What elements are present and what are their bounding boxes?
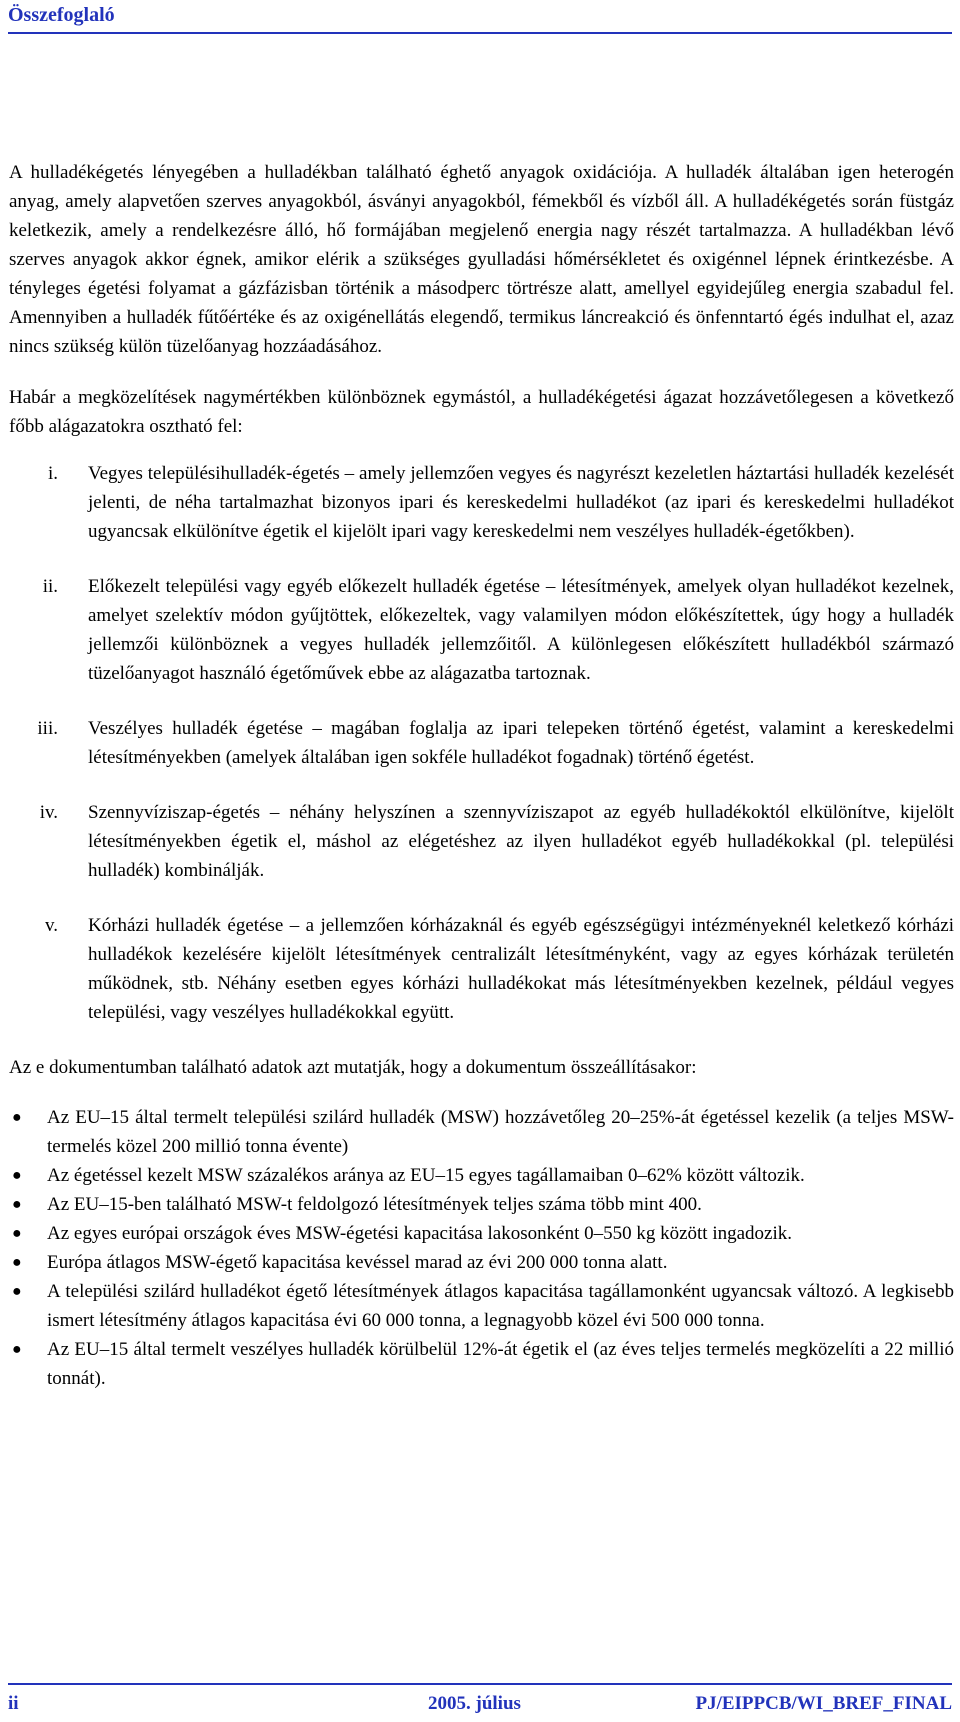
finding-item [9,1219,954,1248]
bullet-icon: ● [12,1283,22,1300]
finding-text: Az EU–15 által termelt veszélyes hulladék körülbelül 12%-át égetik el (az éves teljes termelés megközelíti a 22 millió tonnát). [47,1339,954,1389]
page-footer [8,1683,952,1721]
bullet-icon: ● [12,1167,22,1184]
sector-number: i. [47,463,58,484]
sector-number: ii. [42,576,58,597]
footer-date: 2005. július [428,1693,521,1714]
page-header [8,0,952,34]
finding-item [9,1103,954,1161]
intro-paragraph: A hulladékégetés lényegében a hulladékban található éghető anyagok oxidációja. A hulladék általában igen heterogén anyag, amely alapvetően szerves anyagokból, ásványi anyagokból, fémekből és vízből áll. A hulladékégetés során füstgáz keletkezik, amely a rendelkezésre álló, hő formájában megjelenő energia nagy részét tartalmazza. A hulladékban lévő szerves anyagok akkor égnek, amikor elérik a szükséges gyulladási hőmérsékletet és oxigénnel lépnek érintkezésbe. A tényleges égetési folyamat a gázfázisban történik a másodperc törtrésze alatt, amellyel egyidejűleg energia szabadul fel. Amennyiben a hulladék fűtőértéke és az oxigénellátás elegendő, termikus láncreakció és önfenntartó égés indulhat el, azaz nincs szükség külön tüzelőanyag hozzáadásához. [9,162,954,357]
findings-list [9,1103,954,1393]
header-title: Összefoglaló [8,4,115,26]
finding-text: Az EU–15 által termelt települési szilárd hulladék (MSW) hozzávetőleg 20–25%-át égetéssel kezelik (a teljes MSW-termelés közel 200 millió tonna évente) [47,1107,954,1157]
bullet-icon: ● [12,1196,22,1213]
finding-text: Az égetéssel kezelt MSW százalékos aránya az EU–15 egyes tagállamaiban 0–62% között változik. [47,1165,805,1186]
sector-text: Kórházi hulladék égetése – a jellemzően kórházaknál és egyéb egészségügyi intézményeknél keletkező kórházi hulladékok kezelésére kijelölt létesítmények centralizált létesítményként, vagy az egyes kórházak területén működnek, stb. Néhány esetben egyes kórházi hulladékokat más létesítményekben kezelnek, például vegyes települési, vagy veszélyes hulladékokkal együtt. [88,915,954,1023]
sector-item [9,572,954,688]
sector-text: Vegyes településihulladék-égetés – amely jellemzően vegyes és nagyrészt kezeletlen háztartási hulladék kezelését jelenti, de néha tartalmazhat bizonyos ipari és kereskedelmi hulladékot (az ipari és kereskedelmi hulladékot ugyancsak elkülönítve égetik el kijelölt ipari vagy kereskedelmi nem veszélyes hulladék-égetőkben). [88,463,954,542]
sector-item [9,798,954,885]
footer-doc-code: PJ/EIPPCB/WI_BREF_FINAL [695,1693,952,1714]
footer-page-number: ii [8,1693,19,1714]
summary-intro: Az e dokumentumban található adatok azt mutatják, hogy a dokumentum összeállításakor: [9,1057,697,1078]
sector-item [9,911,954,1027]
bullet-icon: ● [12,1225,22,1242]
finding-text: A települési szilárd hulladékot égető létesítmények átlagos kapacitása tagállamonként ugyancsak változó. A legkisebb ismert létesítmény átlagos kapacitása évi 60 000 tonna, a legnagyobb közel évi 500 000 tonna. [47,1281,954,1331]
sector-text: Szennyvíziszap-égetés – néhány helyszínen a szennyvíziszapot az egyéb hulladékoktól elkülönítve, kijelölt létesítményekben égetik el, máshol az elégetéshez az ilyen hulladékot egyéb hulladékokkal (pl. települési hulladék) kombinálják. [88,802,954,881]
finding-item [9,1335,954,1393]
sector-list [9,459,954,1027]
finding-item [9,1161,954,1190]
finding-item [9,1190,954,1219]
sector-number: v. [44,915,58,936]
page-content [9,158,954,1393]
sectors-intro-paragraph: Habár a megközelítések nagymértékben különböznek egymástól, a hulladékégetési ágazat hozzávetőlegesen a következő főbb alágazatokra osztható fel: [9,387,954,437]
finding-item [9,1248,954,1277]
finding-item [9,1277,954,1335]
bullet-icon: ● [12,1341,22,1358]
finding-text: Az EU–15-ben található MSW-t feldolgozó létesítmények teljes száma több mint 400. [47,1194,702,1215]
finding-text: Európa átlagos MSW-égető kapacitása kevéssel marad az évi 200 000 tonna alatt. [47,1252,668,1273]
sector-item [9,714,954,772]
sector-number: iv. [39,802,58,823]
sector-text: Előkezelt települési vagy egyéb előkezelt hulladék égetése – létesítmények, amelyek olyan hulladékot kezelnek, amelyet szelektív módon gyűjtöttek, előkezeltek, vagy valamilyen módon előkészítettek, úgy hogy a hulladék jellemzői különböznek a vegyes hulladék jellemzőitől. A különlegesen előkészített hulladékból származó tüzelőanyagot használó égetőművek ebbe az alágazatba tartoznak. [88,576,954,684]
sector-item [9,459,954,546]
bullet-icon: ● [12,1254,22,1271]
bullet-icon: ● [12,1109,22,1126]
sector-number: iii. [37,718,58,739]
sector-text: Veszélyes hulladék égetése – magában foglalja az ipari telepeken történő égetést, valamint a kereskedelmi létesítményekben (amelyek általában igen sokféle hulladékot fogadnak) történő égetést. [88,718,954,768]
finding-text: Az egyes európai országok éves MSW-égetési kapacitása lakosonként 0–550 kg között ingadozik. [47,1223,793,1244]
